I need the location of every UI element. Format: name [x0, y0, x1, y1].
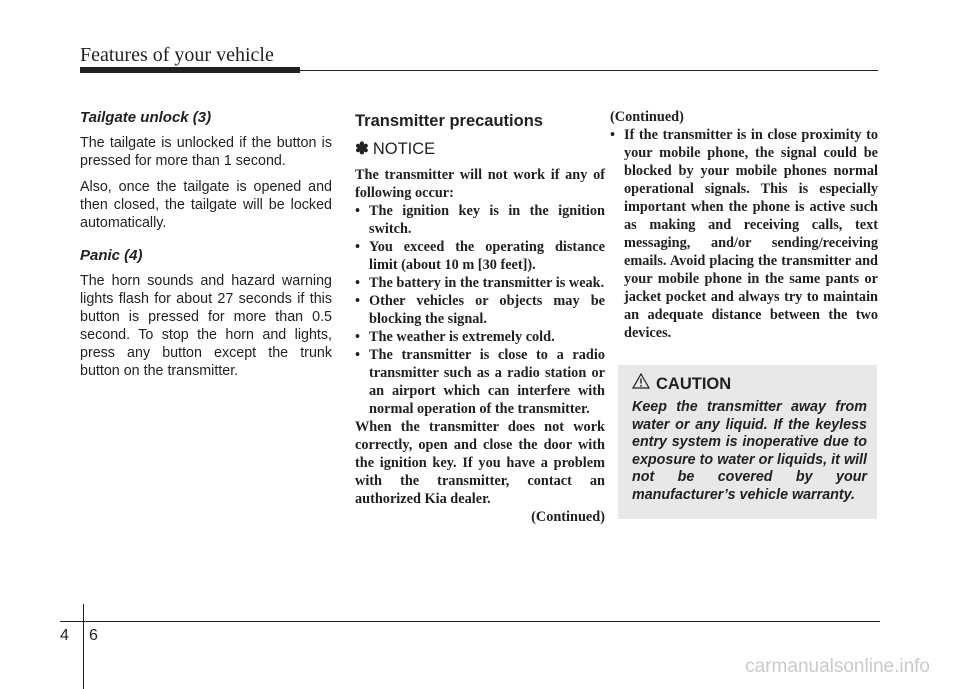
footer-divider	[83, 604, 84, 689]
notice-star-icon: ✽	[355, 140, 369, 158]
page-number: 6	[89, 627, 98, 644]
header-rule	[300, 70, 878, 71]
notice-intro: The transmitter will not work if any of following occur:	[355, 167, 605, 201]
mobile-phone-bullet-list	[610, 126, 878, 342]
caution-body: Keep the transmitter away from water or any liquid. If the keyless entry system is inoperative due to exposure to water or liquids, it will not be covered by your manufacturer’s vehicle warranty.	[632, 399, 867, 503]
panic-heading: Panic (4)	[80, 247, 143, 264]
notice-bullet-list	[355, 202, 605, 418]
continued-from-label: (Continued)	[610, 109, 684, 125]
continued-label: (Continued)	[531, 509, 605, 525]
header-accent-bar	[80, 67, 300, 73]
bullet-icon: •	[355, 347, 361, 363]
tailgate-unlock-heading: Tailgate unlock (3)	[80, 109, 212, 126]
caution-title: CAUTION	[656, 375, 732, 393]
page-header-title: Features of your vehicle	[80, 44, 274, 66]
list-item: • The ignition key is in the ignition switch.	[355, 203, 605, 237]
bullet-icon: •	[355, 293, 361, 309]
bullet-icon: •	[355, 203, 361, 219]
panic-paragraph: The horn sounds and hazard warning lights flash for about 27 seconds if this button is pressed for more than 0.5 second. To stop the horn and lights, press any button except the trunk button on the transmitter.	[80, 273, 332, 379]
list-item: • Other vehicles or objects may be blocking the signal.	[355, 293, 605, 327]
warning-triangle-icon	[632, 373, 650, 395]
notice-label: NOTICE	[372, 140, 436, 158]
transmitter-precautions-title: Transmitter precautions	[355, 112, 543, 130]
list-item: • The battery in the transmitter is weak.	[355, 275, 605, 291]
list-item: • The weather is extremely cold.	[355, 329, 555, 345]
footer-rule	[60, 621, 880, 622]
watermark: carmanualsonline.info	[745, 656, 930, 677]
caution-box	[618, 365, 877, 519]
notice-closing: When the transmitter does not work correctly, open and close the door with the ignition key. If you have a problem with the transmitter, contact an authorized Kia dealer.	[355, 419, 605, 507]
list-item: • The transmitter is close to a radio transmitter such as a radio station or an airport which can interfere with normal operation of the transmitter.	[355, 347, 605, 417]
list-item: • If the transmitter is in close proximity to your mobile phone, the signal could be blocked by your mobile phones normal operational signals. This is especially important when the phone is active such as making and receiving calls, text messaging, and/or sending/receiving emails. Avoid placing the transmitter and your mobile phone in the same pants or jacket pocket and always try to maintain an adequate distance between the two devices.	[610, 127, 878, 341]
tailgate-paragraph-2: Also, once the tailgate is opened and then closed, the tailgate will be locked automatically.	[80, 179, 332, 231]
caution-heading	[632, 373, 867, 395]
column-2	[355, 108, 605, 526]
bullet-icon: •	[355, 239, 361, 255]
bullet-icon: •	[610, 127, 616, 143]
column-3	[610, 108, 878, 342]
list-item: • You exceed the operating distance limit (about 10 m [30 feet]).	[355, 239, 605, 273]
bullet-icon: •	[355, 329, 361, 345]
notice-heading	[355, 138, 605, 160]
tailgate-paragraph-1: The tailgate is unlocked if the button is pressed for more than 1 second.	[80, 135, 332, 169]
section-number: 4	[60, 627, 69, 644]
bullet-icon: •	[355, 275, 361, 291]
column-1	[80, 108, 332, 388]
